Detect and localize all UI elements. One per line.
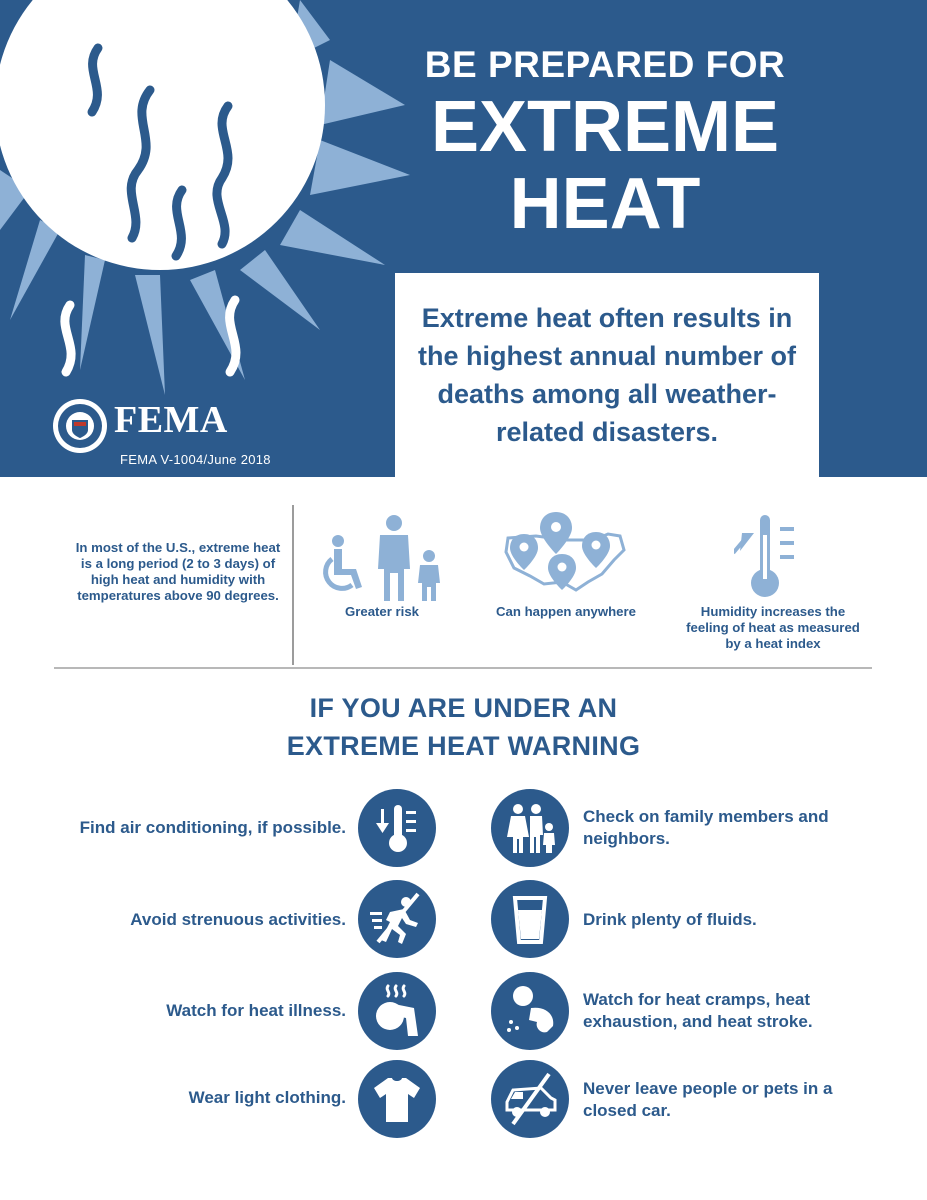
- warning-title-line-2: EXTREME HEAT WARNING: [286, 731, 641, 761]
- title-line-3: HEAT: [509, 164, 701, 244]
- no-car-icon: [491, 1060, 569, 1138]
- people-group-icon: [318, 513, 448, 603]
- us-map-pins-icon: [496, 510, 631, 602]
- fact-text: Extreme heat often results in the highest annual number of deaths among all weather-related disasters.: [417, 303, 796, 447]
- document-id: FEMA V-1004/June 2018: [120, 452, 271, 467]
- fact-box: [395, 273, 819, 477]
- tip-avoid-strenuous: Avoid strenuous activities.: [130, 910, 346, 929]
- vertical-divider: [292, 505, 294, 665]
- warning-title-line-1: IF YOU ARE UNDER AN: [309, 693, 618, 723]
- tip-closed-car: Never leave people or pets in a closed car.: [583, 1079, 833, 1120]
- tip-air-conditioning: Find air conditioning, if possible.: [79, 818, 346, 837]
- extreme-heat-definition: In most of the U.S., extreme heat is a long period (2 to 3 days) of high heat and humidity with temperatures above 90 degrees.: [75, 540, 281, 603]
- no-running-icon: [358, 880, 436, 958]
- warning-title: [200, 689, 727, 765]
- caption-anywhere: Can happen anywhere: [496, 604, 636, 619]
- heat-illness-icon: [358, 972, 436, 1050]
- section-divider: [54, 667, 872, 669]
- tip-heat-cramps: Watch for heat cramps, heat exhaustion, and heat stroke.: [583, 990, 813, 1031]
- tshirt-icon: [358, 1060, 436, 1138]
- water-glass-icon: [491, 880, 569, 958]
- dhs-seal-icon: [52, 398, 108, 454]
- title-line-2: EXTREME: [430, 87, 780, 167]
- header-banner: [0, 0, 927, 477]
- thermometer-up-icon: [734, 511, 798, 601]
- thermometer-down-icon: [358, 789, 436, 867]
- tip-drink-fluids: Drink plenty of fluids.: [583, 910, 757, 929]
- title-line-1: BE PREPARED FOR: [424, 44, 786, 85]
- caption-humidity: Humidity increases the feeling of heat as measured by a heat index: [686, 604, 860, 651]
- caption-greater-risk: Greater risk: [344, 604, 420, 619]
- tip-check-family: Check on family members and neighbors.: [583, 807, 829, 848]
- fema-wordmark: FEMA: [114, 399, 228, 441]
- tip-heat-illness: Watch for heat illness.: [166, 1001, 346, 1020]
- heat-cramps-icon: [491, 972, 569, 1050]
- family-icon: [491, 789, 569, 867]
- tip-light-clothing: Wear light clothing.: [188, 1088, 346, 1107]
